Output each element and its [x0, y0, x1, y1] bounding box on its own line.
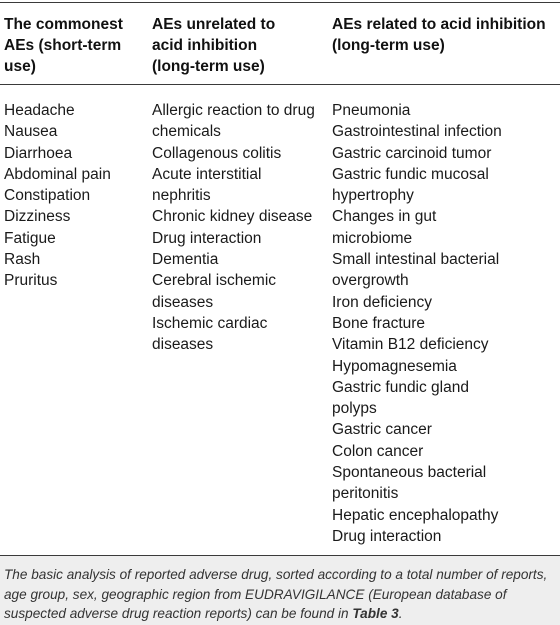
footnote-text: The basic analysis of reported adverse drug, sorted according to a total number of reports, age group, sex, geographic region from EUDRAVIGILANCE (European database of suspected adverse drug reaction reports) can be found in — [4, 567, 548, 621]
list-item: Dementia — [152, 251, 219, 269]
list-item: Drug interaction — [332, 527, 442, 545]
table-footnote-area — [0, 555, 560, 625]
list-item: Rash — [4, 251, 41, 269]
table-body-row — [0, 85, 560, 545]
list-item: Nausea — [4, 123, 58, 141]
list-item: Chronic kidney disease — [152, 208, 313, 226]
list-item: Abdominal pain — [4, 165, 111, 183]
list-item: Constipation — [4, 187, 91, 205]
list-item: Bone fracture — [332, 314, 426, 332]
list-item: Gastrointestinal infection — [332, 123, 502, 141]
header-short-term-aes: The commonest AEs (short-term use) — [4, 16, 123, 75]
table-footnote — [4, 565, 556, 624]
header-unrelated-aes: AEs unrelated to acid inhibition (long-term use) — [152, 16, 276, 75]
list-item: Acute interstitial nephritis — [152, 165, 262, 205]
list-item: Vitamin B12 deficiency — [332, 336, 489, 354]
related-aes-list — [332, 100, 560, 547]
list-item: Headache — [4, 102, 75, 119]
list-item: Ischemic cardiac diseases — [152, 314, 268, 354]
list-item: Gastric cancer — [332, 421, 432, 439]
list-item: Gastric carcinoid tumor — [332, 144, 492, 162]
table-header-row — [0, 3, 560, 84]
list-item: Gastric fundic mucosal hypertrophy — [332, 165, 489, 205]
list-item: Iron deficiency — [332, 293, 432, 311]
list-item: Pneumonia — [332, 102, 411, 119]
list-item: Spontaneous bacterial peritonitis — [332, 464, 487, 503]
list-item: Pruritus — [4, 272, 58, 290]
list-item: Fatigue — [4, 229, 56, 247]
list-item: Changes in gut microbiome — [332, 208, 437, 247]
list-item: Small intestinal bacterial overgrowth — [332, 251, 500, 290]
list-item: Hypomagnesemia — [332, 357, 457, 375]
footnote-table-reference[interactable]: Table 3 — [352, 606, 399, 621]
unrelated-aes-list — [152, 100, 326, 356]
list-item: Gastric fundic gland polyps — [332, 378, 469, 418]
list-item: Diarrhoea — [4, 144, 73, 162]
list-item: Allergic reaction to drug chemicals — [152, 102, 315, 141]
column-unrelated-aes — [144, 100, 326, 545]
column-short-term-aes — [0, 100, 144, 545]
list-item: Dizziness — [4, 208, 71, 226]
header-related-aes: AEs related to acid inhibition (long-term use) — [332, 16, 546, 54]
list-item: Collagenous colitis — [152, 144, 282, 162]
list-item: Hepatic encephalopathy — [332, 506, 499, 524]
column-related-aes — [326, 100, 560, 545]
footnote-end: . — [398, 606, 403, 621]
list-item: Colon cancer — [332, 442, 424, 460]
short-term-aes-list — [4, 100, 144, 292]
list-item: Cerebral ischemic diseases — [152, 272, 277, 311]
list-item: Drug interaction — [152, 229, 262, 247]
